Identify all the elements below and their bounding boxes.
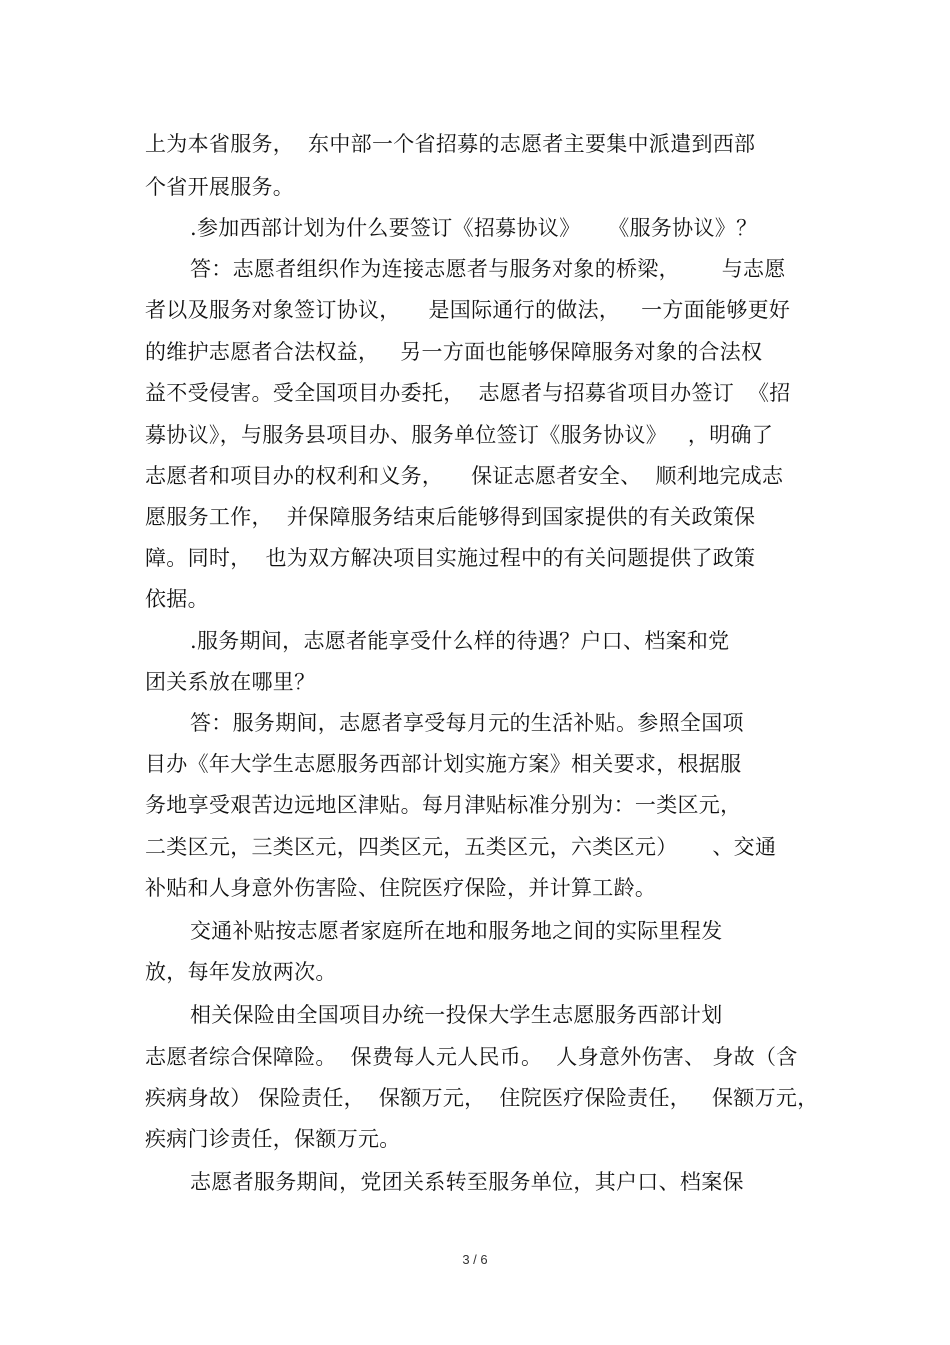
text-line: 益不受侵害。受全国项目办委托， 志愿者与招募省项目办签订 《招 <box>145 381 791 405</box>
text-line: 的维护志愿者合法权益， 另一方面也能够保障服务对象的合法权 <box>145 340 763 364</box>
text-line: 务地享受艰苦边远地区津贴。每月津贴标准分别为：一类区元， <box>145 793 742 817</box>
text-line: 志愿者和项目办的权利和义务， 保证志愿者安全、 顺利地完成志 <box>145 464 784 488</box>
answer-line: 答：志愿者组织作为连接志愿者与服务对象的桥梁， 与志愿 <box>190 257 786 281</box>
paragraph-line: 相关保险由全国项目办统一投保大学生志愿服务西部计划 <box>190 1003 723 1027</box>
question-heading: .参加西部计划为什么要签订《招募协议》 《服务协议》？ <box>190 216 758 240</box>
text-line: 疾病门诊责任，保额万元。 <box>145 1127 401 1151</box>
text-line: 依据。 <box>145 587 209 611</box>
page-number: 3 / 6 <box>462 1252 488 1267</box>
text-line: 团关系放在哪里？ <box>145 670 316 694</box>
text-line: 目办《年大学生志愿服务西部计划实施方案》相关要求，根据服 <box>145 752 742 776</box>
text-line: 补贴和人身意外伤害险、住院医疗保险，并计算工龄。 <box>145 876 657 900</box>
text-line: 障。同时， 也为双方解决项目实施过程中的有关问题提供了政策 <box>145 546 756 570</box>
text-line: 志愿者综合保障险。 保费每人元人民币。 人身意外伤害、 身故（含 <box>145 1045 798 1069</box>
answer-line: 答：服务期间，志愿者享受每月元的生活补贴。参照全国项 <box>190 711 744 735</box>
text-line: 放，每年发放两次。 <box>145 960 337 984</box>
paragraph-line: 交通补贴按志愿者家庭所在地和服务地之间的实际里程发 <box>190 919 723 943</box>
paragraph-line: 志愿者服务期间，党团关系转至服务单位，其户口、档案保 <box>190 1170 744 1194</box>
text-line: 愿服务工作， 并保障服务结束后能够得到国家提供的有关政策保 <box>145 505 756 529</box>
text-line: 上为本省服务， 东中部一个省招募的志愿者主要集中派遣到西部 <box>145 132 756 156</box>
question-heading: .服务期间，志愿者能享受什么样的待遇？户口、档案和党 <box>190 629 730 653</box>
text-line: 个省开展服务。 <box>145 175 295 199</box>
text-line: 者以及服务对象签订协议， 是国际通行的做法， 一方面能够更好 <box>145 298 791 322</box>
text-line: 募协议》，与服务县项目办、服务单位签订《服务协议》 ，明确了 <box>145 423 774 447</box>
text-line: 二类区元，三类区元，四类区元，五类区元，六类区元） 、交通 <box>145 835 777 859</box>
text-line: 疾病身故） 保险责任， 保额万元， 住院医疗保险责任， 保额万元， <box>145 1086 819 1110</box>
